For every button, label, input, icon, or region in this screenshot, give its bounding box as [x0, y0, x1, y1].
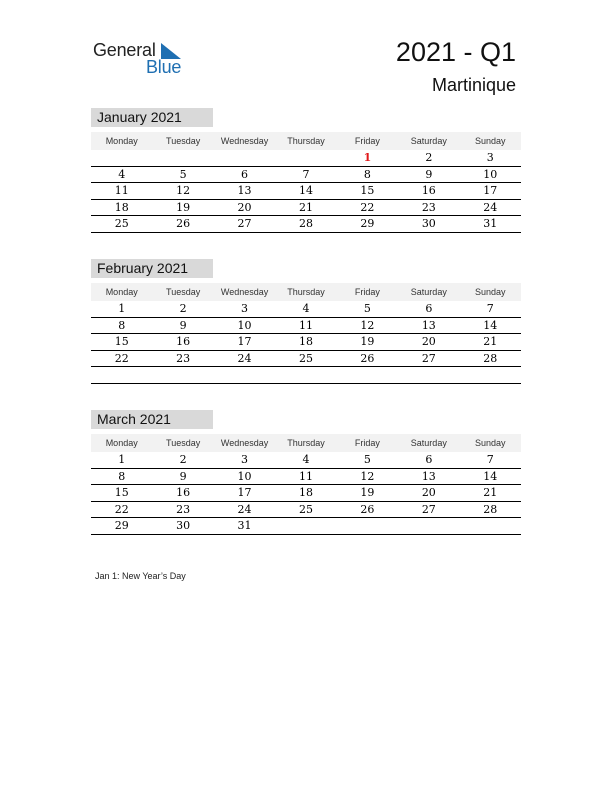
day-cell	[91, 367, 152, 383]
weekday-label: Thursday	[287, 438, 325, 448]
month-block-march	[91, 410, 521, 535]
weekday-label: Monday	[105, 136, 138, 146]
week-row	[91, 150, 521, 167]
day-cell: 11	[298, 469, 313, 483]
day-cell: 5	[179, 167, 187, 181]
day-cell: 28	[483, 351, 498, 365]
week-row	[91, 216, 521, 233]
day-cell: 4	[118, 167, 126, 181]
day-cell: 25	[298, 502, 313, 516]
day-cell: 12	[360, 469, 375, 483]
day-cell: 22	[114, 502, 129, 516]
day-cell: 28	[483, 502, 498, 516]
day-cell: 7	[486, 453, 494, 466]
weekday-label: Saturday	[410, 287, 447, 297]
day-cell: 26	[360, 351, 375, 365]
day-cell: 10	[483, 167, 498, 181]
day-cell: 23	[176, 502, 191, 516]
day-cell: 25	[114, 217, 129, 230]
weekday-label: Tuesday	[166, 287, 201, 297]
month-weeks	[91, 150, 521, 233]
day-cell: 18	[298, 335, 313, 348]
day-cell: 1	[118, 453, 126, 466]
day-cell: 29	[360, 217, 375, 230]
page-subtitle: Martinique	[431, 75, 516, 95]
day-cell: 2	[425, 151, 433, 164]
day-cell: 9	[179, 318, 187, 332]
day-cell: 14	[298, 184, 313, 197]
week-row	[91, 518, 521, 535]
day-cell: 10	[237, 318, 252, 332]
day-cell: 16	[421, 184, 436, 197]
day-cell: 1	[118, 302, 126, 315]
day-cell: 15	[114, 335, 129, 348]
holiday-note: Jan 1: New Year’s Day	[95, 571, 186, 581]
day-cell: 20	[421, 335, 436, 348]
day-cell: 24	[483, 200, 498, 214]
day-cell: 3	[241, 302, 249, 315]
day-cell: 9	[425, 167, 433, 181]
weekday-label: Friday	[354, 136, 380, 146]
week-row	[91, 183, 521, 200]
day-cell: 23	[176, 351, 191, 365]
weekday-label: Wednesday	[220, 136, 269, 146]
day-cell: 6	[241, 167, 249, 181]
day-cell: 12	[360, 318, 375, 332]
day-cell: 26	[360, 502, 375, 516]
day-cell: 18	[114, 200, 129, 214]
page-title: 2021 - Q1	[395, 37, 516, 67]
weekday-label: Saturday	[410, 438, 447, 448]
day-cell: 19	[176, 200, 191, 214]
day-cell: 21	[298, 200, 313, 214]
day-cell: 30	[176, 519, 191, 532]
week-row	[91, 301, 521, 318]
month-label: March 2021	[91, 410, 213, 429]
day-cell: 5	[363, 302, 371, 315]
day-cell: 22	[360, 200, 375, 214]
weekday-label: Tuesday	[166, 136, 201, 146]
weekday-header-row	[91, 434, 521, 452]
day-cell: 15	[114, 486, 129, 499]
weekday-label: Sunday	[474, 438, 506, 448]
day-cell: 29	[114, 519, 129, 532]
weekday-label: Wednesday	[220, 438, 269, 448]
day-cell: 14	[483, 469, 498, 483]
month-weeks	[91, 452, 521, 535]
week-row	[91, 351, 521, 368]
day-cell: 31	[483, 217, 498, 230]
day-cell: 17	[483, 184, 498, 197]
day-cell: 12	[176, 184, 191, 197]
day-cell: 24	[237, 351, 252, 365]
day-cell	[460, 367, 521, 383]
day-cell	[214, 150, 275, 166]
weekday-label: Wednesday	[220, 287, 269, 297]
day-cell: 10	[237, 469, 252, 483]
day-cell: 23	[421, 200, 436, 214]
day-cell: 9	[179, 469, 187, 483]
day-cell: 28	[298, 217, 313, 230]
day-cell	[398, 367, 459, 383]
day-cell	[152, 150, 213, 166]
day-cell: 7	[302, 167, 310, 181]
week-row	[91, 200, 521, 217]
day-cell: 16	[176, 335, 191, 348]
day-cell	[152, 367, 213, 383]
week-row	[91, 334, 521, 351]
day-cell: 13	[421, 469, 436, 483]
logo-word-blue: Blue	[146, 57, 182, 77]
day-cell	[337, 518, 398, 534]
week-row	[91, 502, 521, 519]
generalblue-logo	[93, 40, 193, 80]
day-cell: 3	[241, 453, 249, 466]
day-cell: 17	[237, 486, 252, 499]
week-row	[91, 167, 521, 184]
day-cell: 7	[486, 302, 494, 315]
day-cell: 6	[425, 302, 433, 315]
day-cell: 6	[425, 453, 433, 466]
day-cell	[398, 518, 459, 534]
day-cell: 4	[302, 453, 310, 466]
week-row	[91, 485, 521, 502]
month-block-february	[91, 259, 521, 384]
day-cell: 5	[363, 453, 371, 466]
day-cell: 25	[298, 351, 313, 365]
day-cell: 18	[298, 486, 313, 499]
weekday-label: Saturday	[410, 136, 447, 146]
day-cell: 19	[360, 335, 375, 348]
month-weeks	[91, 301, 521, 384]
logo-word-general: General	[93, 40, 156, 60]
weekday-header-row	[91, 283, 521, 301]
day-cell: 11	[298, 318, 313, 332]
day-cell: 2	[179, 453, 187, 466]
day-cell: 13	[421, 318, 436, 332]
day-cell: 4	[302, 302, 310, 315]
weekday-label: Sunday	[474, 287, 506, 297]
weekday-label: Monday	[105, 438, 138, 448]
day-cell	[275, 367, 336, 383]
week-row	[91, 318, 521, 335]
weekday-label: Thursday	[287, 136, 325, 146]
day-cell: 30	[421, 217, 436, 230]
day-cell: 16	[176, 486, 191, 499]
day-cell: 8	[363, 167, 371, 181]
day-cell	[460, 518, 521, 534]
week-row	[91, 469, 521, 486]
day-cell: 13	[237, 184, 252, 197]
day-cell: 15	[360, 184, 375, 197]
day-cell	[275, 150, 336, 166]
day-cell	[275, 518, 336, 534]
day-cell: 3	[486, 151, 494, 164]
day-cell: 8	[118, 318, 126, 332]
day-cell: 22	[114, 351, 129, 365]
week-row	[91, 452, 521, 469]
month-block-january	[91, 108, 521, 233]
day-cell: 19	[360, 486, 375, 499]
week-row	[91, 367, 521, 384]
day-cell: 17	[237, 335, 252, 348]
weekday-label: Monday	[105, 287, 138, 297]
day-cell: 14	[483, 318, 498, 332]
weekday-label: Thursday	[287, 287, 325, 297]
day-cell: 26	[176, 217, 191, 230]
day-cell: 27	[237, 217, 252, 230]
month-label: January 2021	[91, 108, 213, 127]
day-cell: 20	[421, 486, 436, 499]
day-cell: 8	[118, 469, 126, 483]
day-cell: 2	[179, 302, 187, 315]
day-cell	[214, 367, 275, 383]
weekday-label: Sunday	[474, 136, 506, 146]
day-cell: 31	[237, 519, 252, 532]
day-cell: 27	[421, 502, 436, 516]
day-cell	[337, 367, 398, 383]
day-cell: 1	[363, 151, 372, 164]
day-cell: 21	[483, 335, 498, 348]
day-cell: 21	[483, 486, 498, 499]
day-cell: 11	[114, 184, 129, 197]
weekday-label: Friday	[354, 438, 380, 448]
month-label: February 2021	[91, 259, 213, 278]
day-cell	[91, 150, 152, 166]
weekday-label: Friday	[354, 287, 380, 297]
weekday-header-row	[91, 132, 521, 150]
day-cell: 24	[237, 502, 252, 516]
day-cell: 27	[421, 351, 436, 365]
day-cell: 20	[237, 200, 252, 214]
weekday-label: Tuesday	[166, 438, 201, 448]
